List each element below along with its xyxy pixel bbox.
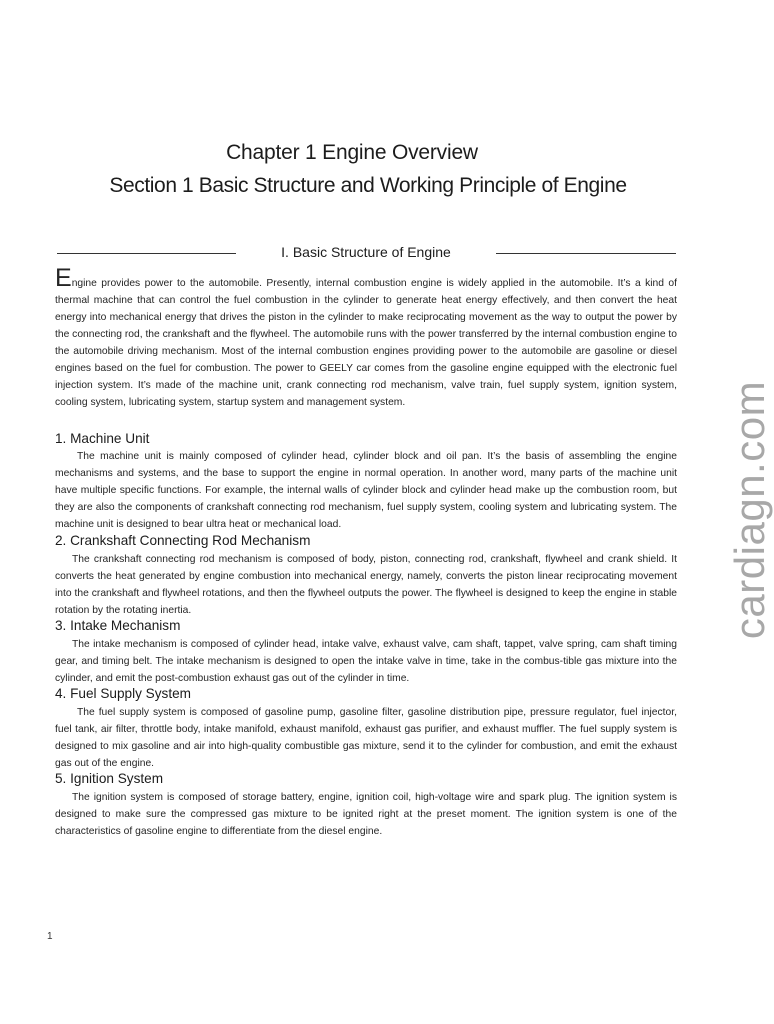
subsection-title: I. Basic Structure of Engine	[281, 244, 451, 260]
intro-paragraph	[55, 264, 677, 411]
section-heading-fuel-supply: 4. Fuel Supply System	[55, 686, 191, 701]
section-heading-crankshaft: 2. Crankshaft Connecting Rod Mechanism	[55, 533, 311, 548]
section-heading-intake: 3. Intake Mechanism	[55, 618, 181, 633]
divider-left	[57, 253, 236, 254]
section-heading-ignition: 5. Ignition System	[55, 771, 164, 786]
drop-cap: E	[55, 264, 72, 292]
watermark-text: cardiagn.com	[726, 380, 773, 640]
section-title: Section 1 Basic Structure and Working Principle of Engine	[109, 174, 627, 197]
section-body-crankshaft: The crankshaft connecting rod mechanism is composed of body, piston, connecting rod, crankshaft, flywheel and crank shield. It converts the heat generated by engine combustion into mechanical energy, namely, converts the piston linear reciprocating movement into the crankshaft and flywheel rotations, and then the flywheel outputs the power. The flywheel is designed to keep the engine in stable rotation by the rotating inertia.	[55, 554, 677, 616]
page-number: 1	[47, 931, 53, 942]
section-body-intake: The intake mechanism is composed of cylinder head, intake valve, exhaust valve, cam shaft, tappet, valve spring, cam shaft timing gear, and timing belt. The intake mechanism is designed to open the intake valve in time, take in the combus-tible gas mixture into the cylinder, and emit the post-combustion exhaust gas out of the cylinder in time.	[55, 639, 677, 684]
intro-text: ngine provides power to the automobile. Presently, internal combustion engine is widely applied in the automobile. It’s a kind of thermal machine that can control the fuel combustion in the cylinder to generate heat energy effectively, and then convert the heat energy into mechanical energy that drives the piston in the cylinder to make reciprocating movement as the way to output the power by the connecting rod, the crankshaft and the flywheel. The automobile runs with the power transferred by the internal combustion engine to the automobile driving mechanism. Most of the internal combustion engines providing power to the automobile are gasoline or diesel engines based on the fuel for combustion. The power to GEELY car comes from the gasoline engine equipped with the electronic fuel injection system. It’s made of the machine unit, crank connecting rod mechanism, valve train, fuel supply system, ignition system, cooling system, lubricating system, startup system and management system.	[55, 278, 677, 408]
section-heading-machine-unit: 1. Machine Unit	[55, 431, 150, 446]
section-body-ignition: The ignition system is composed of storage battery, engine, ignition coil, high-voltage wire and spark plug. The ignition system is designed to make sure the compressed gas mixture to be ignited right at the preset moment. The ignition system is one of the characteristics of gasoline engine to differentiate from the diesel engine.	[55, 792, 677, 837]
chapter-title: Chapter 1 Engine Overview	[226, 141, 478, 164]
section-body-fuel-supply: The fuel supply system is composed of gasoline pump, gasoline filter, gasoline distribution pipe, pressure regulator, fuel injector, fuel tank, air filter, throttle body, intake manifold, exhaust manifold, exhaust gas purifier, and exhaust muffler. The fuel supply system is designed to mix gasoline and air into high-quality combustible gas mixture, send it to the cylinder for combustion, and emit the exhaust gas out of the engine.	[55, 707, 677, 769]
section-body-machine-unit: The machine unit is mainly composed of cylinder head, cylinder block and oil pan. It’s the basis of assembling the engine mechanisms and systems, and the base to support the engine in normal operation. In another word, many parts of the machine unit have multiple specific functions. For example, the internal walls of cylinder block and cylinder head make up the combustion room, but they are also the components of crankshaft connecting rod mechanism, fuel supply system, cooling system and lubricating system. The machine unit is designed to bear ultra heat or mechanical load.	[55, 451, 677, 530]
divider-right	[496, 253, 676, 254]
